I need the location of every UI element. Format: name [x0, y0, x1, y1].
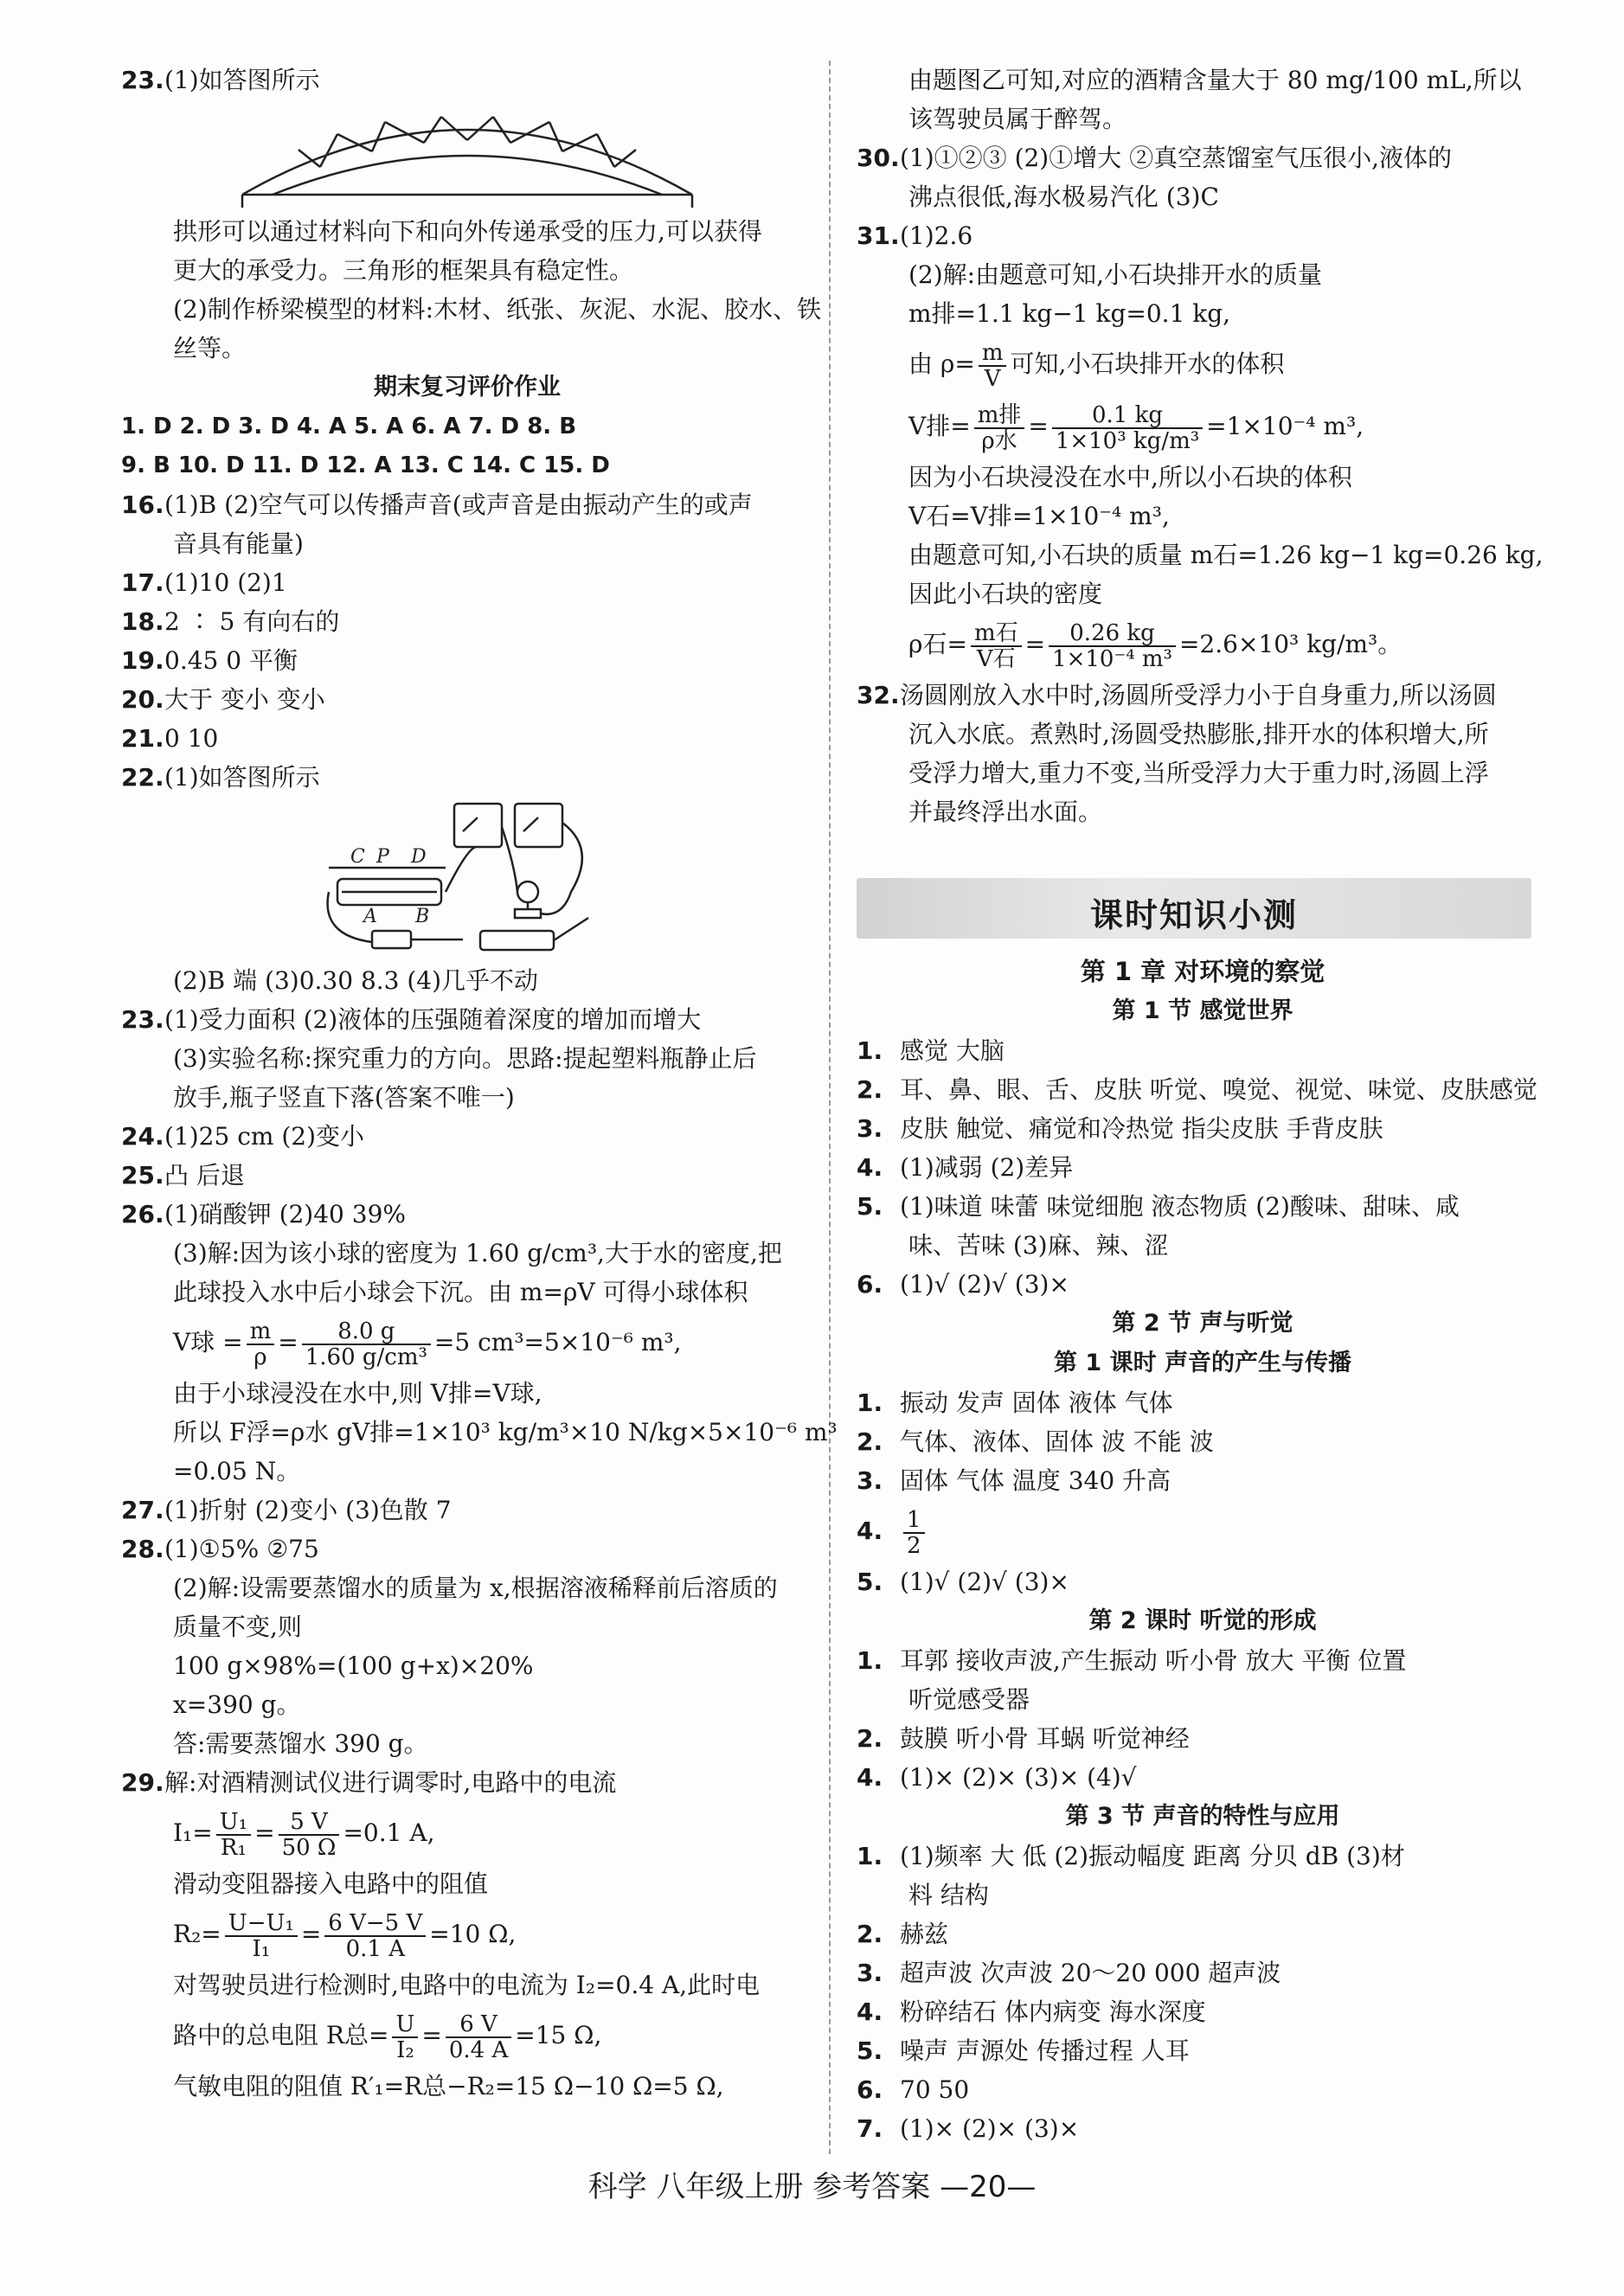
q31-line1: 31.(1)2.6	[857, 221, 973, 250]
q32-line2: 沉入水底。煮熟时,汤圆受热膨胀,排开水的体积增大,所	[908, 720, 1489, 748]
item-text: (1)× (2)× (3)×	[900, 2114, 1080, 2143]
q29-line5: 气敏电阻的阻值 R′₁=R总−R₂=15 Ω−10 Ω=5 Ω,	[173, 2072, 724, 2100]
left-column	[121, 61, 838, 2106]
q31-formula1: 由 ρ= $\frac{m}{V}$ 可知,小石块排开水的体积	[908, 339, 1285, 392]
q26-line4: 由于小球浸没在水中,则 V排=V球,	[173, 1379, 542, 1408]
q23b-line3: 放手,瓶子竖直下落(答案不唯一)	[173, 1083, 515, 1112]
q31-line8: 因此小石块的密度	[908, 580, 1103, 608]
q29-formula1: I₁= $\frac{\text{U₁}}{\text{R₁}}$ = $\frac{5 V}{50 \Omega}$ =0.1 A,	[173, 1808, 435, 1861]
q29-formula2: R₂= $\frac{\text{U−U₁}}{\text{I₁}}$ = $\frac{6 V-5 V}{0.1 A}$ =10 Ω,	[173, 1909, 517, 1962]
answer-item	[857, 1265, 1549, 1304]
item-text: 振动 发声 固体 液体 气体	[900, 1389, 1173, 1417]
q19: 19.0.45 0 平衡	[121, 646, 298, 675]
s3-list	[857, 1837, 1549, 2148]
item-number: 4.	[857, 1998, 883, 2026]
item-text: (1)减弱 (2)差异	[900, 1153, 1074, 1182]
section-banner: 课时知识小测	[857, 878, 1531, 939]
item-number: 5.	[857, 1192, 883, 1221]
answer-item	[857, 2070, 1549, 2109]
q31-formula2: V排= $\frac{\text{m排}}{\text{ρ水}}$ = $\frac{0.1 kg}{\text{1×10³ kg/m³}}$ =1×10⁻⁴ m³,	[908, 401, 1364, 454]
answer-item	[857, 1953, 1549, 1992]
q29-line2: 滑动变阻器接入电路中的阻值	[173, 1870, 489, 1898]
right-column	[857, 61, 1549, 831]
q26-line2: (3)解:因为该小球的密度为 1.60 g/cm³,大于水的密度,把	[173, 1239, 782, 1267]
q32-line3: 受浮力增大,重力不变,当所受浮力大于重力时,汤圆上浮	[908, 759, 1489, 787]
chapter-title: 第 1 章 对环境的察觉	[1080, 957, 1326, 986]
answer-item	[857, 1070, 1549, 1109]
label-a: A	[363, 906, 377, 927]
answer-item	[857, 1758, 1549, 1797]
q20: 20.大于 变小 变小	[121, 685, 325, 714]
q31-line3: m排=1.1 kg−1 kg=0.1 kg,	[908, 299, 1231, 328]
answer-item	[857, 1148, 1549, 1187]
q32-line1: 32.汤圆刚放入水中时,汤圆所受浮力小于自身重力,所以汤圆	[857, 681, 1497, 709]
item-text: 超声波 次声波 20～20 000 超声波	[900, 1959, 1281, 1987]
item-text-cont: 料 结构	[908, 1881, 989, 1909]
q28-line4: 100 g×98%=(100 g+x)×20%	[173, 1651, 534, 1680]
item-number: 1.	[857, 1646, 883, 1675]
q28-line6: 答:需要蒸馏水 390 g。	[173, 1729, 428, 1758]
q29c-line2: 该驾驶员属于醉驾。	[908, 105, 1127, 133]
item-number: 2.	[857, 1920, 883, 1948]
q30-line2: 沸点很低,海水极易汽化 (3)C	[908, 183, 1219, 211]
item-text: (1)味道 味蕾 味觉细胞 液态物质 (2)酸味、甜味、咸	[900, 1192, 1460, 1221]
answer-item	[857, 1837, 1549, 1876]
item-text-cont: 听觉感受器	[908, 1685, 1030, 1714]
item-text: 70 50	[900, 2075, 970, 2104]
item-number: 1.	[857, 1389, 883, 1417]
answer-item	[857, 2031, 1549, 2070]
answer-item	[857, 1992, 1549, 2031]
item-text: (1)√ (2)√ (3)×	[900, 1270, 1069, 1299]
q26-line5: 所以 F浮=ρ水 gV排=1×10³ kg/m³×10 N/kg×5×10⁻⁶ m³	[173, 1418, 838, 1446]
s2b-list	[857, 1641, 1549, 1797]
column-divider	[829, 61, 831, 2154]
q23a-para2: 更大的承受力。三角形的框架具有稳定性。	[173, 256, 634, 285]
item-number: 5.	[857, 1568, 883, 1596]
label-c: C	[350, 846, 365, 868]
q31-line2: (2)解:由题意可知,小石块排开水的质量	[908, 260, 1322, 289]
answer-item	[857, 1187, 1549, 1226]
answer-item	[857, 1641, 1549, 1680]
answer-item	[857, 1109, 1549, 1148]
section-title: 期末复习评价作业	[374, 374, 561, 401]
q16-line1: 16.(1)B (2)空气可以传播声音(或声音是由振动产生的或声	[121, 491, 753, 519]
q23a-para1: 拱形可以通过材料向下和向外传递承受的压力,可以获得	[173, 217, 762, 246]
q30-line1: 30.(1)①②③ (2)①增大 ②真空蒸馏室气压很小,液体的	[857, 144, 1453, 172]
item-number: 3.	[857, 1114, 883, 1143]
s2-lesson1-title: 第 1 课时 声音的产生与传播	[1054, 1350, 1351, 1376]
q28-line1: 28.(1)①5% ②75	[121, 1535, 319, 1563]
q23b-line2: (3)实验名称:探究重力的方向。思路:提起塑料瓶静止后	[173, 1044, 757, 1073]
q29-line1: 29.解:对酒精测试仪进行调零时,电路中的电流	[121, 1768, 617, 1797]
q29-line3: 对驾驶员进行检测时,电路中的电流为 I₂=0.4 A,此时电	[173, 1971, 761, 1999]
item-number: 3.	[857, 1959, 883, 1987]
item-text: 皮肤 触觉、痛觉和冷热觉 指尖皮肤 手背皮肤	[900, 1114, 1383, 1143]
item-text: 气体、液体、固体 波 不能 波	[900, 1427, 1214, 1456]
q23b-line1: 23.(1)受力面积 (2)液体的压强随着深度的增加而增大	[121, 1005, 702, 1034]
answer-item	[857, 1914, 1549, 1953]
answer-item	[857, 2109, 1549, 2148]
answer-item	[857, 1383, 1549, 1422]
q28-line5: x=390 g。	[173, 1690, 301, 1719]
right-column-lower	[857, 952, 1549, 2148]
q23a-para4: 丝等。	[173, 334, 247, 362]
item-text: 固体 气体 温度 340 升高	[900, 1466, 1171, 1495]
answer-item	[857, 1461, 1549, 1500]
fraction: $\frac{1}{2}$	[903, 1508, 925, 1558]
item-number: 7.	[857, 2114, 883, 2143]
q16-line2: 音具有能量)	[173, 529, 304, 558]
q26-line3: 此球投入水中后小球会下沉。由 m=ρV 可得小球体积	[173, 1278, 748, 1306]
q24: 24.(1)25 cm (2)变小	[121, 1122, 364, 1151]
q22-line1: 22.(1)如答图所示	[121, 763, 320, 792]
q23a-para3: (2)制作桥梁模型的材料:木材、纸张、灰泥、水泥、胶水、铁	[173, 295, 822, 324]
item-text: 耳郭 接收声波,产生振动 听小骨 放大 平衡 位置	[900, 1646, 1407, 1675]
answer-item	[857, 1422, 1549, 1461]
q21: 21.0 10	[121, 724, 219, 753]
q23a-line1: 23.(1)如答图所示	[121, 66, 320, 94]
q25: 25.凸 后退	[121, 1161, 245, 1190]
q29-formula3: 路中的总电阻 R总= $\frac{U}{\text{I₂}}$ = $\frac{6 V}{0.4 A}$ =15 Ω,	[173, 2011, 602, 2063]
answer-item	[857, 1719, 1549, 1758]
s2-lesson2-title: 第 2 课时 听觉的形成	[1088, 1607, 1317, 1634]
item-text: 感觉 大脑	[900, 1036, 1005, 1065]
answer-item	[857, 1500, 1549, 1562]
q28-line2: (2)解:设需要蒸馏水的质量为 x,根据溶液稀释前后溶质的	[173, 1574, 778, 1602]
item-number: 6.	[857, 2075, 883, 2104]
item-text: 赫兹	[900, 1920, 949, 1948]
item-number: 4.	[857, 1517, 883, 1545]
q26-formula: V球 = $\frac{m}{\rho}$ = $\frac{8.0 g}{\text{1.60 g/cm³}}$ =5 cm³=5×10⁻⁶ m³,	[173, 1318, 682, 1370]
q28-line3: 质量不变,则	[173, 1613, 302, 1641]
q22-line2: (2)B 端 (3)0.30 8.3 (4)几乎不动	[173, 966, 539, 995]
q29c-line1: 由题图乙可知,对应的酒精含量大于 80 mg/100 mL,所以	[908, 66, 1522, 94]
q31-formula3: ρ石= $\frac{\text{m石}}{\text{V石}}$ = $\frac{0.26 kg}{\text{1×10⁻⁴ m³}}$ =2.6×10³ kg/m³。	[908, 619, 1403, 672]
q26-line1: 26.(1)硝酸钾 (2)40 39%	[121, 1200, 406, 1228]
q17: 17.(1)10 (2)1	[121, 568, 287, 597]
item-number: 4.	[857, 1763, 883, 1792]
q27: 27.(1)折射 (2)变小 (3)色散 7	[121, 1496, 452, 1524]
item-number: 2.	[857, 1724, 883, 1753]
s1-title: 第 1 节 感觉世界	[1112, 997, 1293, 1024]
answer-item	[857, 1562, 1549, 1601]
label-p: P	[376, 846, 389, 868]
s1-list	[857, 1031, 1549, 1304]
q31-line5: 因为小石块浸没在水中,所以小石块的体积	[908, 463, 1352, 491]
s3-title: 第 3 节 声音的特性与应用	[1065, 1803, 1340, 1830]
answer-item	[857, 1031, 1549, 1070]
item-text: 噪声 声源处 传播过程 人耳	[900, 2036, 1190, 2065]
item-number: 3.	[857, 1466, 883, 1495]
item-number: 2.	[857, 1427, 883, 1456]
s2-list	[857, 1383, 1549, 1601]
item-text: 耳、鼻、眼、舌、皮肤 听觉、嗅觉、视觉、味觉、皮肤感觉	[900, 1075, 1537, 1104]
q18: 18.2 ∶ 5 有向右的	[121, 607, 340, 636]
item-text-cont: 味、苦味 (3)麻、辣、涩	[908, 1231, 1169, 1260]
page-footer: 科学 八年级上册 参考答案 —20—	[587, 2170, 1037, 2204]
item-number: 4.	[857, 1153, 883, 1182]
item-number: 6.	[857, 1270, 883, 1299]
item-text: (1)频率 大 低 (2)振动幅度 距离 分贝 dB (3)材	[900, 1842, 1405, 1870]
mc-answers-row1: 1. D 2. D 3. D 4. A 5. A 6. A 7. D 8. B	[121, 414, 577, 439]
q32-line4: 并最终浮出水面。	[908, 798, 1103, 826]
label-b: B	[415, 906, 430, 927]
item-text: (1)× (2)× (3)× (4)√	[900, 1763, 1137, 1792]
circuit-diagram	[311, 797, 623, 961]
arch-bridge-diagram	[225, 99, 709, 212]
item-number: 2.	[857, 1075, 883, 1104]
label-d: D	[411, 846, 427, 868]
item-number: 1.	[857, 1036, 883, 1065]
item-number: 5.	[857, 2036, 883, 2065]
item-number: 1.	[857, 1842, 883, 1870]
q31-line7: 由题意可知,小石块的质量 m石=1.26 kg−1 kg=0.26 kg,	[908, 541, 1544, 569]
s2-title: 第 2 节 声与听觉	[1112, 1310, 1293, 1337]
item-text: (1)√ (2)√ (3)×	[900, 1568, 1069, 1596]
q31-line6: V石=V排=1×10⁻⁴ m³,	[908, 502, 1170, 530]
item-text: 粉碎结石 体内病变 海水深度	[900, 1998, 1206, 2026]
mc-answers-row2: 9. B 10. D 11. D 12. A 13. C 14. C 15. D	[121, 452, 610, 478]
q26-line6: =0.05 N。	[173, 1457, 301, 1485]
item-text: 鼓膜 听小骨 耳蜗 听觉神经	[900, 1724, 1190, 1753]
